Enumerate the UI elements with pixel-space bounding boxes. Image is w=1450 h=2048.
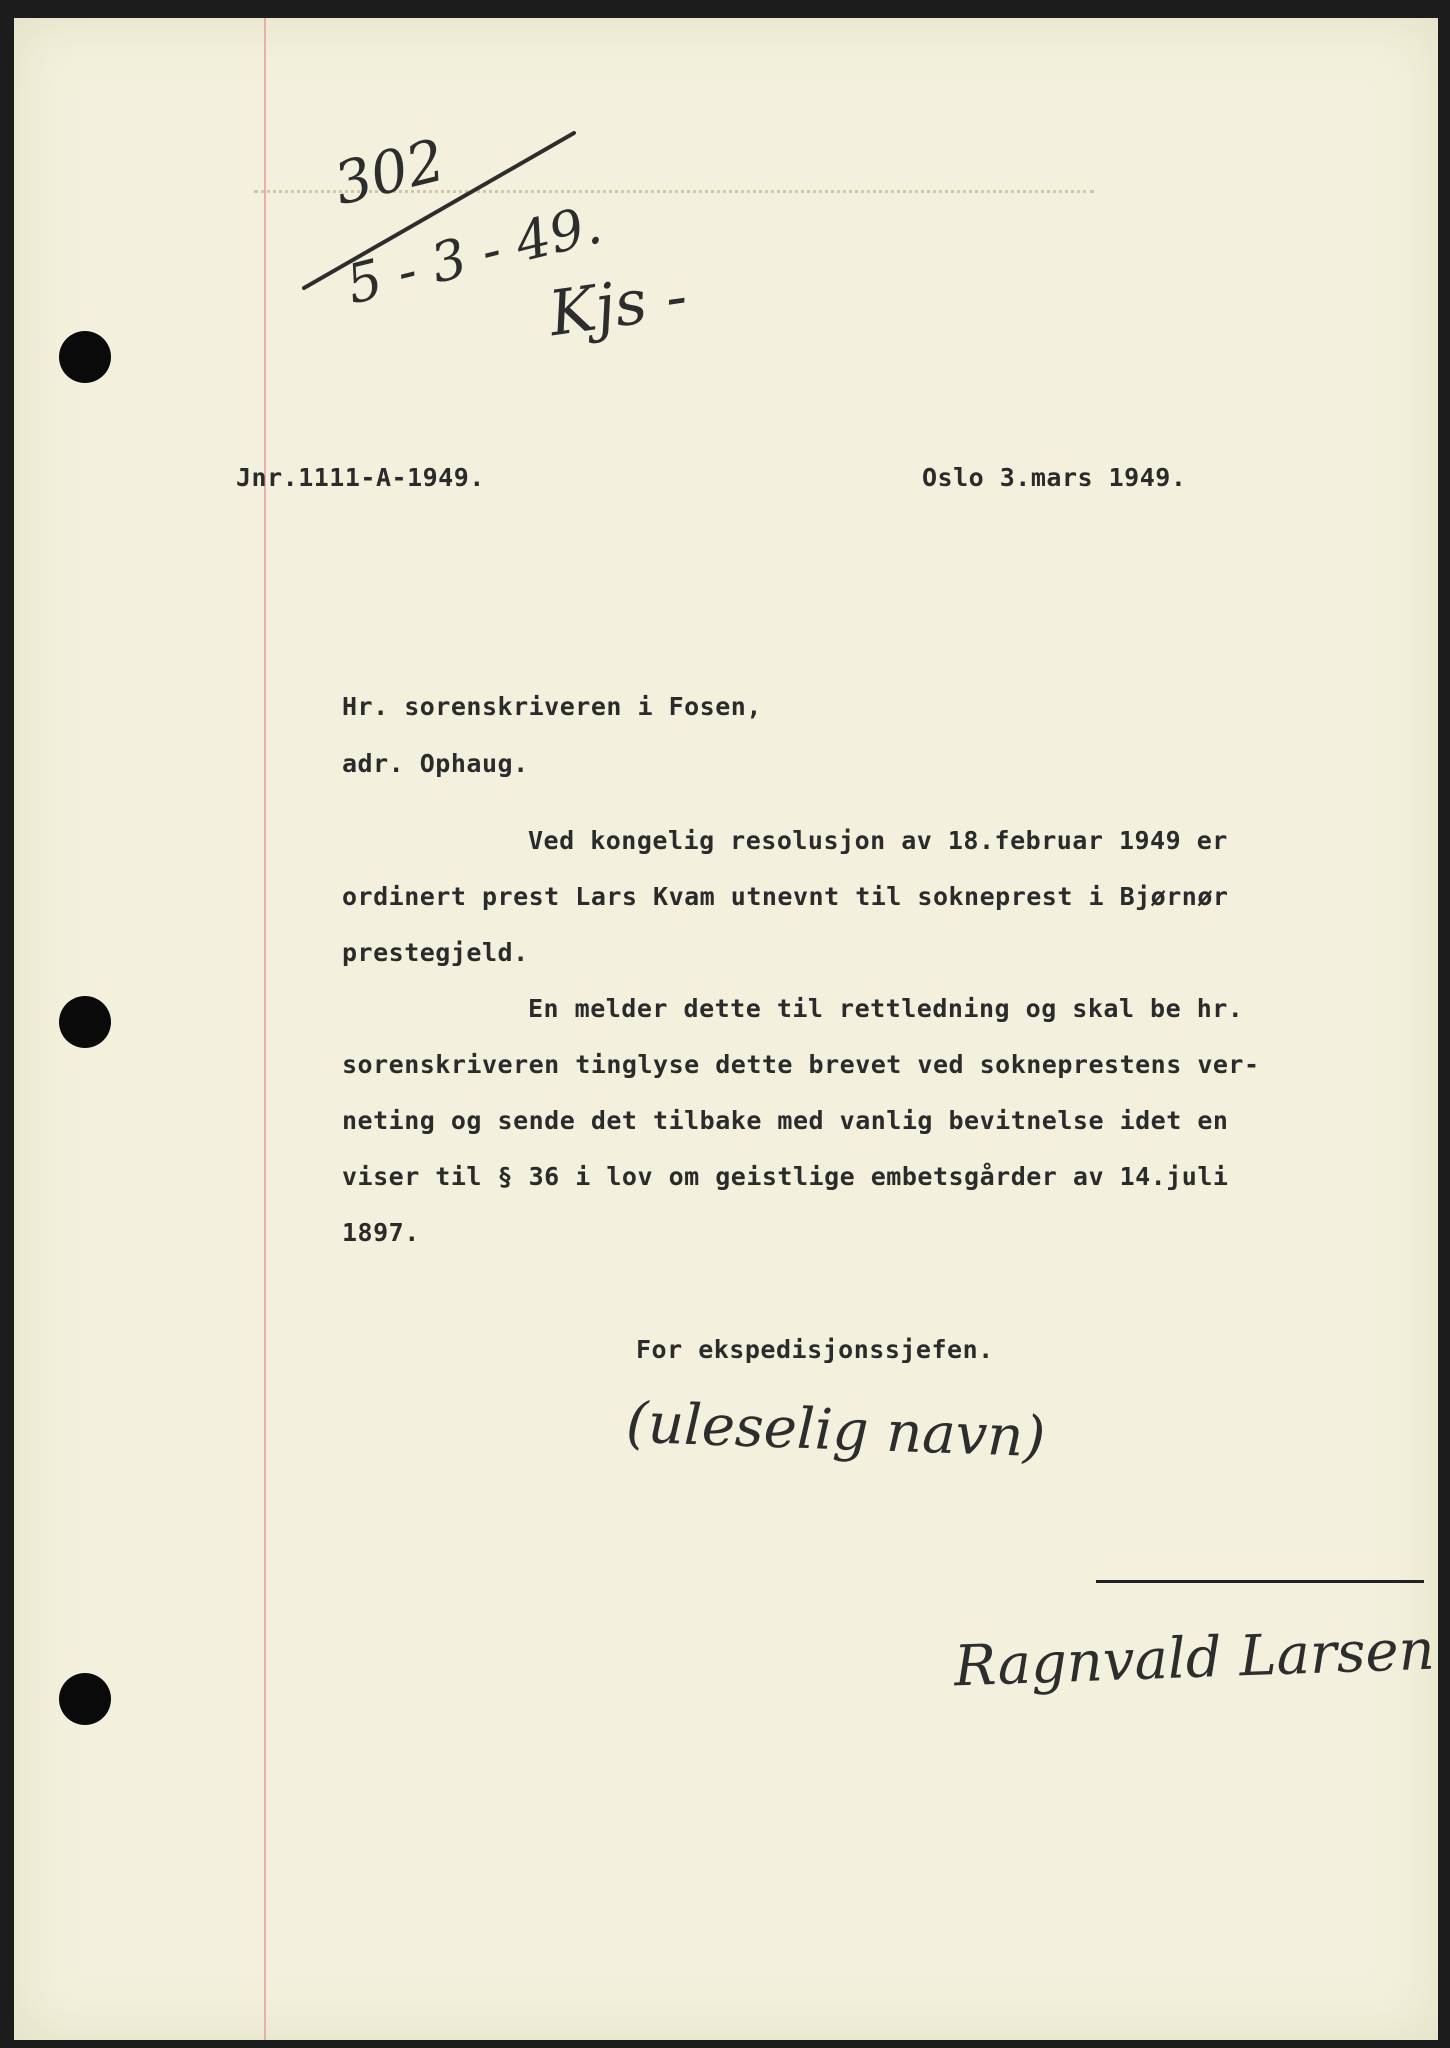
place-date: Oslo 3.mars 1949. [922,463,1187,492]
letter-page [14,18,1438,2040]
signature: Ragnvald Larsen [953,1617,1436,1700]
handwritten-number: 302 [327,125,452,219]
punch-hole-top [59,331,111,383]
body-p2-line-1: En melder dette til rettledning og skal be hr. [528,994,1244,1023]
body-p2-line-4: viser til § 36 i lov om geistlige embetsgårder av 14.juli [342,1162,1229,1191]
addressee-line-1: Hr. sorenskriveren i Fosen, [342,692,762,721]
body-p2-line-5: 1897. [342,1218,420,1247]
handwritten-initials: Kjs - [544,258,692,351]
for-line: For ekspedisjonssjefen. [636,1335,994,1364]
signature-line [1096,1580,1424,1583]
addressee-line-2: adr. Ophaug. [342,749,529,778]
body-p1-line-2: ordinert prest Lars Kvam utnevnt til sokneprest i Bjørnør [342,882,1229,911]
journal-number: Jnr.1111-A-1949. [236,463,485,492]
punch-hole-bottom [59,1673,111,1725]
red-margin-line [264,18,266,2040]
body-p2-line-2: sorenskriveren tinglyse dette brevet ved sokneprestens ver- [342,1050,1260,1079]
body-p1-line-1: Ved kongelig resolusjon av 18.februar 1949 er [528,826,1228,855]
punch-hole-middle [59,996,111,1048]
handwritten-date: 5 - 3 - 49. [340,192,608,317]
body-p2-line-3: neting og sende det tilbake med vanlig bevitnelse idet en [342,1106,1229,1135]
body-p1-line-3: prestegjeld. [342,938,529,967]
handwritten-illegible-note: (uleselig navn) [624,1390,1047,1471]
